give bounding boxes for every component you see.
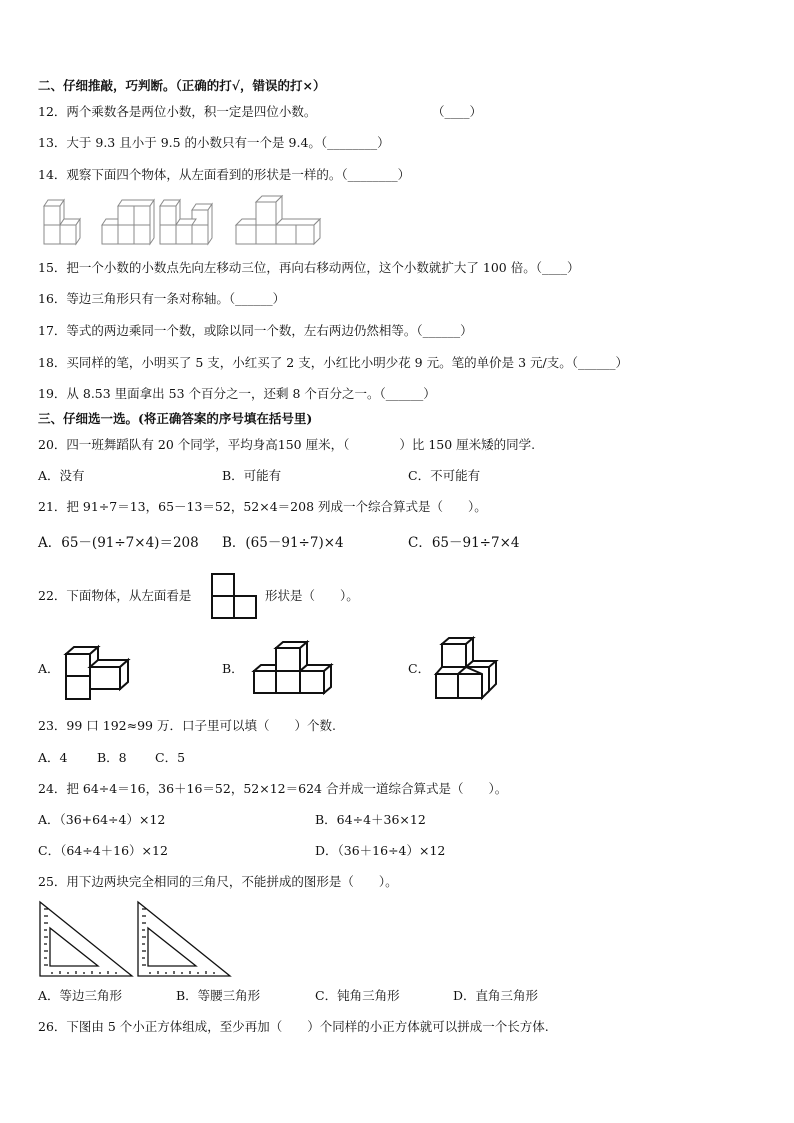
q22-option-c: C． [408,661,431,676]
section-2-title: 二、仔细推敲，巧判断。（正确的打√，错误的打×） [38,78,326,93]
question-18: 18．买同样的笔，小明买了 5 支，小红买了 2 支，小红比小明少花 9 元。笔的单价是 3 元/支。（______） [38,355,628,370]
q25-option-b: B．等腰三角形 [176,988,261,1003]
question-12-blank: （____） [432,104,483,119]
q14-figure-2 [102,200,154,244]
q22-view-shape [211,573,257,619]
q23-option-b: B．8 [97,750,127,765]
question-14: 14．观察下面四个物体，从左面看到的形状是一样的。（________） [38,167,411,182]
q21-option-c: C．65－91÷7×4 [408,535,520,551]
question-24: 24．把 64÷4＝16，36＋16＝52，52×12＝624 合并成一道综合算式是（ ）。 [38,781,508,796]
q23-option-a: A．4 [38,750,68,765]
question-22-after: 形状是（ ）。 [265,588,359,603]
question-15: 15．把一个小数的小数点先向左移动三位，再向右移动两位，这个小数就扩大了 100 倍。（____） [38,260,580,275]
q24-option-c: C．（64÷4＋16）×12 [38,843,168,858]
q22-figure-b [252,640,332,696]
q25-set-squares [38,900,238,978]
q22-option-a: A． [38,661,60,676]
q20-option-b: B．可能有 [222,468,282,483]
q22-figure-a [64,644,130,702]
q25-option-a: A．等边三角形 [38,988,123,1003]
q22-figure-c [434,636,500,702]
q22-figure-b-drawing [252,640,332,696]
left-view-shape-drawing [211,573,257,619]
q14-cube-drawings [38,192,328,248]
question-12 [38,104,316,120]
q20-option-a: A．没有 [38,468,85,483]
q24-option-a: A．（36+64÷4）×12 [38,812,166,827]
set-square-1 [40,902,132,976]
set-square-drawings [38,900,238,978]
question-13: 13．大于 9.3 且小于 9.5 的小数只有一个是 9.4。（________） [38,135,390,150]
question-12-text: 12．两个乘数各是两位小数，积一定是四位小数。 [38,104,317,119]
q21-option-b: B．(65－91÷7)×4 [222,535,344,551]
question-26: 26．下图由 5 个小正方体组成，至少再加（ ）个同样的小正方体就可以拼成一个长方体. [38,1019,549,1034]
question-20: 20．四一班舞蹈队有 20 个同学，平均身高150 厘米，（ ）比 150 厘米矮的同学. [38,437,536,452]
q23-option-c: C．5 [155,750,186,765]
set-square-2 [138,902,230,976]
q22-figure-c-drawing [434,636,500,702]
question-23: 23．99 口 192≈99 万．口子里可以填（ ）个数. [38,718,336,733]
q20-option-c: C．不可能有 [408,468,481,483]
q14-figure-3 [160,200,212,244]
q24-option-b: B．64÷4＋36×12 [315,812,426,827]
question-21: 21．把 91÷7＝13，65－13＝52，52×4＝208 列成一个综合算式是（ ）。 [38,499,487,514]
q25-option-d: D．直角三角形 [453,988,539,1003]
q22-option-b: B． [222,661,244,676]
section-3-title: 三、仔细选一选。(将正确答案的序号填在括号里) [38,411,313,426]
q14-figure-4 [236,196,320,244]
q14-figures [38,192,328,248]
q25-option-c: C．钝角三角形 [315,988,400,1003]
question-19: 19．从 8.53 里面拿出 53 个百分之一，还剩 8 个百分之一。（______） [38,386,436,401]
q22-figure-a-drawing [64,644,130,702]
question-25: 25．用下边两块完全相同的三角尺，不能拼成的图形是（ ）。 [38,874,398,889]
question-22-before: 22．下面物体，从左面看是 [38,588,192,603]
question-17: 17．等式的两边乘同一个数，或除以同一个数，左右两边仍然相等。（______） [38,323,473,338]
q14-figure-1 [44,200,80,244]
q21-option-a: A．65－(91÷7×4)＝208 [38,535,199,551]
q24-option-d: D．（36＋16÷4）×12 [315,843,446,858]
question-16: 16．等边三角形只有一条对称轴。（______） [38,291,286,306]
